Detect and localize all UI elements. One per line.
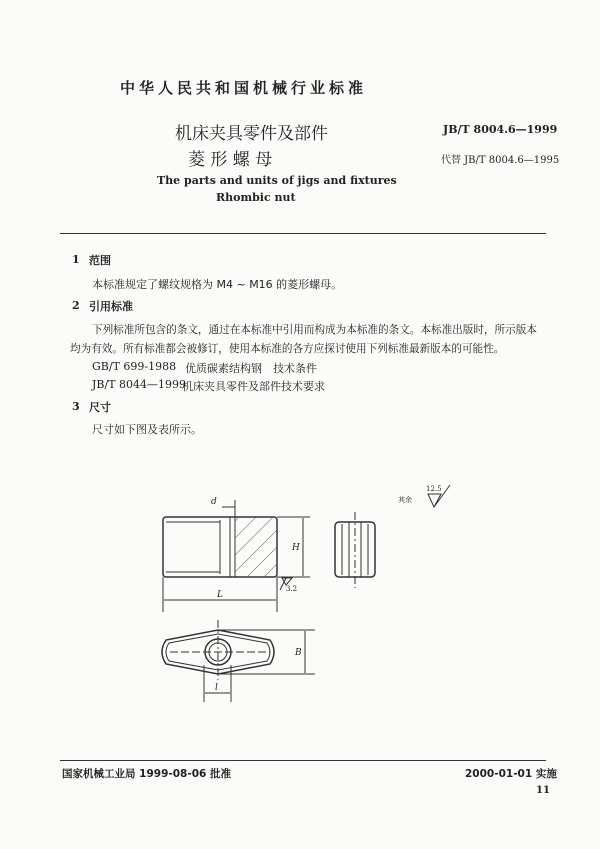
- header-rule: [60, 233, 546, 234]
- roughness-value-rest: 12.5: [426, 485, 442, 493]
- reference-code: JB/T 8044—1999: [92, 378, 187, 391]
- section-2-title: 引用标准: [89, 300, 133, 313]
- section-2-text-line-1: 下列标准所包含的条文，通过在本标准中引用而构成为本标准的条文。本标准出版时，所示版本: [92, 324, 537, 336]
- footer-rule: [60, 760, 546, 761]
- section-3-title: 尺寸: [89, 401, 111, 414]
- reference-code: GB/T 699-1988: [92, 360, 177, 373]
- effective-date: 2000-01-01 实施: [465, 768, 557, 780]
- section-1-title: 范围: [89, 254, 111, 267]
- issuer: 国家机械工业局 1999-08-06 批准: [62, 768, 231, 780]
- reference-name: 机床夹具零件及部件技术要求: [182, 380, 325, 393]
- page-number: 11: [536, 785, 550, 796]
- title-cn-2: 菱 形 螺 母: [188, 150, 273, 170]
- section-3-number: 3: [72, 400, 80, 413]
- dim-small-l-label: l: [215, 683, 218, 693]
- section-2-text-line-2: 均为有效。所有标准都会被修订，使用本标准的各方应探讨使用下列标准最新版本的可能性。: [70, 343, 505, 355]
- side-view: [335, 512, 375, 588]
- rest-label: 其余: [398, 496, 412, 504]
- title-en-1: The parts and units of jigs and fixtures: [157, 174, 397, 187]
- dim-l-label: L: [217, 590, 223, 600]
- org-title: 中华人民共和国机械行业标准: [120, 79, 368, 97]
- section-1-number: 1: [72, 253, 80, 266]
- dim-d-label: d: [211, 497, 217, 507]
- roughness-value-main: 3.2: [286, 585, 298, 593]
- front-section-view: [163, 500, 310, 612]
- section-3-text: 尺寸如下图及表所示。: [92, 423, 202, 436]
- reference-name: 优质碳素结构钢 技术条件: [185, 362, 317, 375]
- rhombic-nut-drawing: [140, 480, 480, 710]
- top-view: [162, 620, 315, 702]
- dim-h-label: H: [292, 543, 300, 553]
- section-2-number: 2: [72, 299, 80, 312]
- standard-number: JB/T 8004.6—1999: [443, 123, 558, 136]
- section-1-text: 本标准规定了螺纹规格为 M4 ~ M16 的菱形螺母。: [92, 278, 343, 291]
- title-cn-1: 机床夹具零件及部件: [175, 124, 328, 144]
- title-en-2: Rhombic nut: [216, 191, 296, 204]
- replaces-standard: 代替 JB/T 8004.6—1995: [441, 155, 560, 166]
- dim-b-label: B: [295, 648, 302, 658]
